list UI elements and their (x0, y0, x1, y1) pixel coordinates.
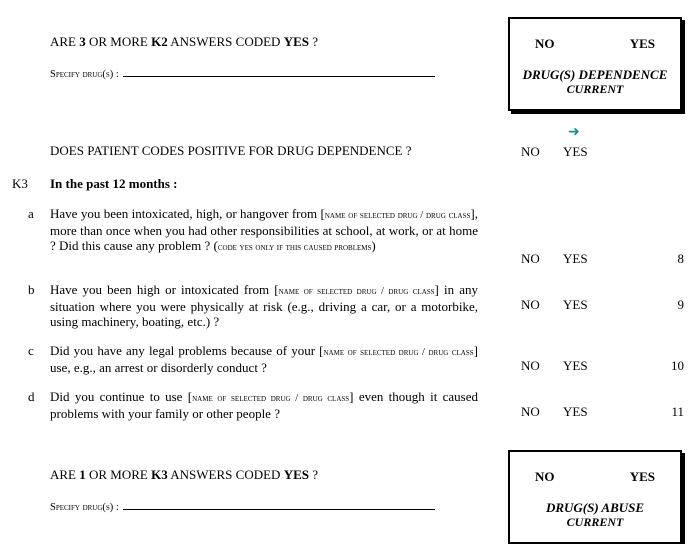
k3-item-a-letter: a (28, 206, 34, 221)
k3-item-d-letter: d (28, 389, 35, 404)
k3-item-d-yes[interactable]: YES (563, 404, 588, 419)
k3-item-c-no[interactable]: NO (521, 358, 540, 373)
k3-item-c-letter: c (28, 343, 34, 358)
dependence-yes[interactable]: YES (563, 144, 588, 159)
k2-box-yes[interactable]: YES (629, 36, 655, 51)
k3-abuse-box (508, 450, 682, 544)
k3-box-yes[interactable]: YES (629, 469, 655, 484)
k3-item-b-yes[interactable]: YES (563, 297, 588, 312)
k3-box-no[interactable]: NO (535, 469, 555, 484)
k3-item-b-number: 9 (677, 297, 684, 312)
k3-item-c-text: Did you have any legal problems because of your [name of selected drug / drug class] use, e.g., an arrest or disorderly conduct ? (50, 343, 478, 375)
k3-item-a-number: 8 (677, 251, 684, 266)
dependence-no[interactable]: NO (521, 144, 540, 159)
k3-item-a-text: Have you been intoxicated, high, or hangover from [name of selected drug / drug class], more than once when you had other responsibilities at school, at work, or at home ? Did this cause any problem ? (code yes only if this caused problems) (50, 206, 478, 253)
k3-item-c-number: 10 (671, 358, 684, 373)
k3-specify-drugs: Specify drug(s) : (50, 499, 435, 513)
dependence-question: DOES PATIENT CODES POSITIVE FOR DRUG DEPENDENCE ? (50, 143, 412, 158)
k3-header: In the past 12 months : (50, 176, 178, 191)
k3-item-a-no[interactable]: NO (521, 251, 540, 266)
k2-summary-question: ARE 3 OR MORE K2 ANSWERS CODED YES ? (50, 34, 319, 49)
k3-summary-question: ARE 1 OR MORE K3 ANSWERS CODED YES ? (50, 467, 319, 482)
k3-item-d-number: 11 (671, 404, 684, 419)
k2-specify-drugs: Specify drug(s) : (50, 66, 435, 80)
k2-dependence-box (508, 17, 682, 111)
k2-box-label: DRUG(S) DEPENDENCE CURRENT (522, 67, 668, 96)
k3-specify-line[interactable] (123, 499, 435, 510)
k3-item-b-letter: b (28, 282, 35, 297)
k3-item-b-text: Have you been high or intoxicated from [name of selected drug / drug class] in any situation where you were physically at risk (e.g., driving a car, or a motorbike, using machinery, boating, etc.) ? (50, 282, 479, 329)
k2-box-no[interactable]: NO (535, 36, 555, 51)
right-arrow-icon: ➜ (568, 125, 580, 140)
k3-item-d-no[interactable]: NO (521, 404, 540, 419)
k3-item-c-yes[interactable]: YES (563, 358, 588, 373)
k2-specify-line[interactable] (123, 66, 435, 77)
k3-item-b-no[interactable]: NO (521, 297, 540, 312)
k3-box-label: DRUG(S) ABUSE CURRENT (545, 500, 645, 529)
k3-code: K3 (12, 176, 28, 191)
k3-item-a-yes[interactable]: YES (563, 251, 588, 266)
k3-item-d-text: Did you continue to use [name of selected drug / drug class] even though it caused problems with your family or other people ? (50, 389, 478, 421)
